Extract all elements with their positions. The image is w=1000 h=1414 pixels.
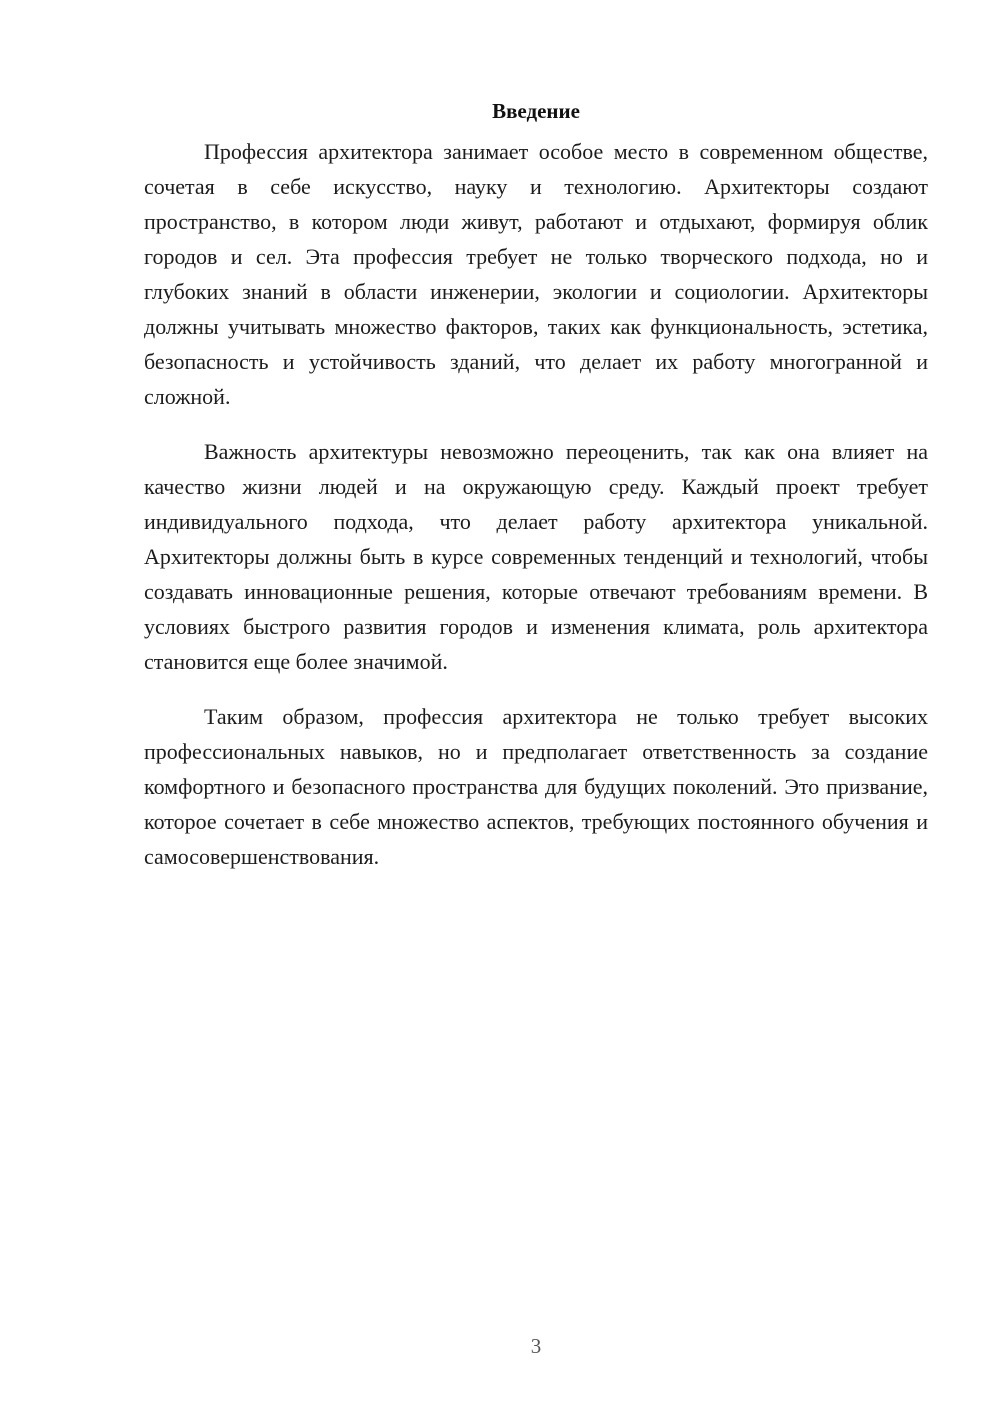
section-heading: Введение <box>492 99 580 123</box>
paragraph-3: Таким образом, профессия архитектора не только требует высоких профессиональных навыков, но и предполагает ответственность за создание комфортного и безопасного пространства для будущих поколений. Это призвание, которое сочетает в себе множество аспектов, требующих постоянного обучения и самосовершенствования. <box>144 704 928 869</box>
page-content <box>144 96 928 894</box>
page-number: 3 <box>530 1334 542 1358</box>
paragraph-1: Профессия архитектора занимает особое место в современном обществе, сочетая в себе искусство, науку и технологию. Архитекторы создают пространство, в котором люди живут, работают и отдыхают, формируя облик городов и сел. Эта профессия требует не только творческого подхода, но и глубоких знаний в области инженерии, экологии и социологии. Архитекторы должны учитывать множество факторов, таких как функциональность, эстетика, безопасность и устойчивость зданий, что делает их работу многогранной и сложной. <box>144 139 928 409</box>
paragraph-2: Важность архитектуры невозможно переоценить, так как она влияет на качество жизни людей и на окружающую среду. Каждый проект требует индивидуального подхода, что делает работу архитектора уникальной. Архитекторы должны быть в курсе современных тенденций и технологий, чтобы создавать инновационные решения, которые отвечают требованиям времени. В условиях быстрого развития городов и изменения климата, роль архитектора становится еще более значимой. <box>144 439 928 674</box>
